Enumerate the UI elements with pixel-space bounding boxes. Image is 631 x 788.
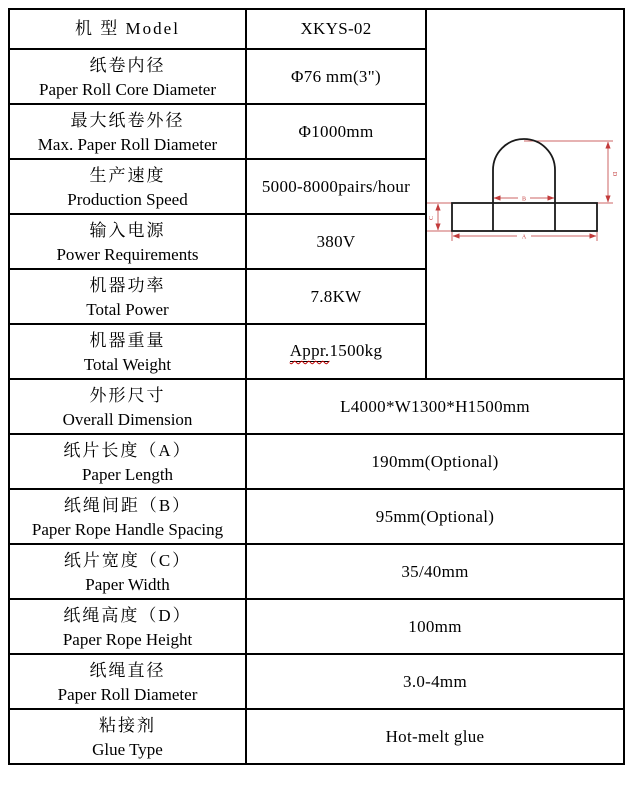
label-en-paper-width: Paper Width bbox=[85, 574, 170, 594]
label-cn-power-requirements: 输入电源 bbox=[89, 221, 166, 241]
rope-handle-arch bbox=[493, 139, 555, 231]
label-cell-paper-width bbox=[9, 544, 246, 599]
label-cell-max-roll-diameter bbox=[9, 104, 246, 159]
value-total-weight-prefix: Appr. bbox=[289, 341, 330, 360]
value-cell-production-speed bbox=[246, 159, 426, 214]
label-en-total-power: Total Power bbox=[86, 299, 169, 319]
label-cn-paper-width: 纸片宽度（C） bbox=[63, 551, 192, 571]
dimension-d-height bbox=[608, 142, 617, 202]
dimension-a-length bbox=[453, 234, 596, 240]
label-cell-rope-height bbox=[9, 599, 246, 654]
value-cell-total-weight bbox=[246, 324, 426, 379]
label-en-rope-diameter: Paper Roll Diameter bbox=[57, 684, 198, 704]
label-cell-rope-diameter bbox=[9, 654, 246, 709]
label-cn-total-weight: 机器重量 bbox=[89, 331, 166, 351]
label-cn-core-diameter: 纸卷内径 bbox=[89, 56, 166, 76]
table-row-glue-type bbox=[9, 709, 624, 764]
table-row-overall-dimension bbox=[9, 379, 624, 434]
label-cell-total-power bbox=[9, 269, 246, 324]
label-cn-total-power: 机器功率 bbox=[89, 276, 166, 296]
value-cell-model bbox=[246, 9, 426, 49]
value-core-diameter: Φ76 mm(3") bbox=[291, 66, 381, 86]
table-row-paper-width bbox=[9, 544, 624, 599]
table-row-paper-length bbox=[9, 434, 624, 489]
label-en-rope-height: Paper Rope Height bbox=[62, 629, 193, 649]
label-cell-core-diameter bbox=[9, 49, 246, 104]
value-cell-core-diameter bbox=[246, 49, 426, 104]
value-cell-glue-type bbox=[246, 709, 624, 764]
paper-strip bbox=[452, 203, 597, 231]
dimension-extension-lines bbox=[427, 141, 613, 241]
dimension-d-label: D bbox=[611, 171, 617, 176]
label-en-max-roll-diameter: Max. Paper Roll Diameter bbox=[37, 134, 218, 154]
dimension-c-width bbox=[429, 204, 438, 230]
label-en-core-diameter: Paper Roll Core Diameter bbox=[38, 79, 217, 99]
label-en-rope-handle-spacing: Paper Rope Handle Spacing bbox=[31, 519, 224, 539]
table-row-rope-height bbox=[9, 599, 624, 654]
label-cell-model bbox=[9, 9, 246, 49]
value-cell-total-power bbox=[246, 269, 426, 324]
value-cell-rope-handle-spacing bbox=[246, 489, 624, 544]
value-cell-max-roll-diameter bbox=[246, 104, 426, 159]
label-cn-paper-length: 纸片长度（A） bbox=[63, 441, 192, 461]
value-paper-length: 190mm(Optional) bbox=[371, 451, 499, 471]
label-cn-rope-handle-spacing: 纸绳间距（B） bbox=[63, 496, 192, 516]
value-total-power: 7.8KW bbox=[310, 286, 362, 306]
value-paper-width: 35/40mm bbox=[401, 561, 469, 581]
label-cell-paper-length bbox=[9, 434, 246, 489]
value-glue-type: Hot-melt glue bbox=[385, 726, 485, 746]
value-power-requirements: 380V bbox=[316, 231, 356, 251]
label-cell-production-speed bbox=[9, 159, 246, 214]
label-cell-total-weight bbox=[9, 324, 246, 379]
value-cell-rope-height bbox=[246, 599, 624, 654]
value-cell-paper-length bbox=[246, 434, 624, 489]
value-total-weight: 1500kg bbox=[329, 341, 383, 360]
label-en-glue-type: Glue Type bbox=[92, 739, 163, 759]
label-cell-rope-handle-spacing bbox=[9, 489, 246, 544]
table-row-model bbox=[9, 9, 624, 49]
label-en-overall-dimension: Overall Dimension bbox=[62, 409, 193, 429]
value-rope-handle-spacing: 95mm(Optional) bbox=[375, 506, 495, 526]
dimension-b-spacing bbox=[494, 196, 554, 202]
value-model: XKYS-02 bbox=[300, 19, 372, 38]
label-cell-glue-type bbox=[9, 709, 246, 764]
label-en-paper-length: Paper Length bbox=[81, 464, 174, 484]
dimension-b-label: B bbox=[521, 196, 527, 202]
label-cn-overall-dimension: 外形尺寸 bbox=[89, 386, 166, 406]
label-cell-overall-dimension bbox=[9, 379, 246, 434]
handle-diagram bbox=[427, 14, 621, 375]
value-cell-overall-dimension bbox=[246, 379, 624, 434]
label-cell-power-requirements bbox=[9, 214, 246, 269]
value-rope-diameter: 3.0-4mm bbox=[403, 671, 467, 691]
value-cell-paper-width bbox=[246, 544, 624, 599]
value-max-roll-diameter: Φ1000mm bbox=[298, 121, 374, 141]
handle-outline bbox=[452, 139, 597, 231]
value-cell-power-requirements bbox=[246, 214, 426, 269]
label-cn-production-speed: 生产速度 bbox=[89, 166, 166, 186]
label-en-production-speed: Production Speed bbox=[67, 189, 188, 209]
table-row-rope-diameter bbox=[9, 654, 624, 709]
dimension-c-label: C bbox=[429, 215, 435, 220]
value-cell-rope-diameter bbox=[246, 654, 624, 709]
label-cn-max-roll-diameter: 最大纸卷外径 bbox=[70, 111, 185, 131]
label-cn-glue-type: 粘接剂 bbox=[99, 716, 156, 736]
label-en-total-weight: Total Weight bbox=[83, 354, 172, 374]
value-overall-dimension: L4000*W1300*H1500mm bbox=[340, 396, 530, 416]
value-rope-height: 100mm bbox=[408, 616, 462, 636]
label-cn-rope-height: 纸绳高度（D） bbox=[63, 606, 192, 626]
table-row-rope-handle-spacing bbox=[9, 489, 624, 544]
value-production-speed: 5000-8000pairs/hour bbox=[261, 176, 411, 196]
spec-table bbox=[8, 8, 625, 765]
label-cn-model: 机 型 Model bbox=[75, 19, 180, 39]
label-cn-rope-diameter: 纸绳直径 bbox=[89, 661, 166, 681]
label-en-power-requirements: Power Requirements bbox=[56, 244, 199, 264]
dimension-a-label: A bbox=[521, 234, 527, 240]
handle-diagram-cell bbox=[426, 9, 624, 379]
